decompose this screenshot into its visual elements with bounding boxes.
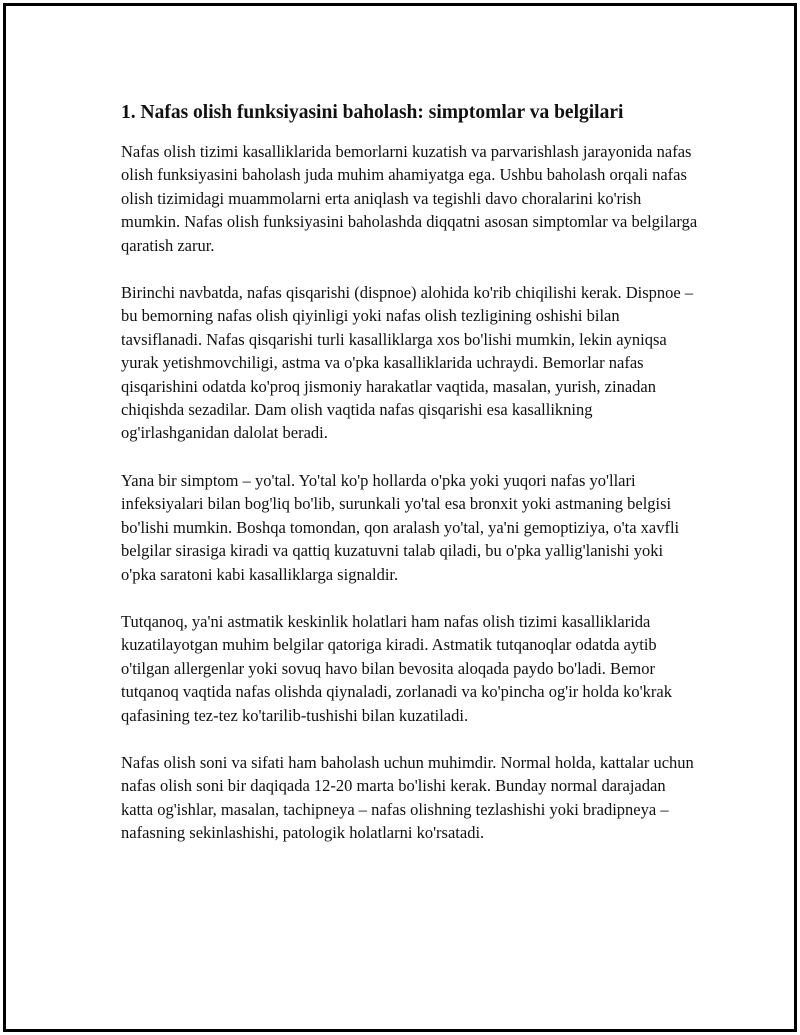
paragraph-breathing-rate: Nafas olish soni va sifati ham baholash uchun muhimdir. Normal holda, kattalar uchun nafas olish soni bir daqiqada 12-20 marta bo'lishi kerak. Bunday normal darajadan katta og'ishlar, masalan, tachipneya – nafas olishning tezlashishi yoki bradipneya – nafasning sekinlashishi, patologik holatlarni ko'rsatadi. (121, 752, 694, 843)
document-body (121, 100, 701, 869)
paragraph-asthma-attack: Tutqanoq, ya'ni astmatik keskinlik holatlari ham nafas olish tizimi kasalliklarida kuzatilayotgan muhim belgilar qatoriga kiradi. Astmatik tutqanoqlar odatda aytib o'tilgan allergenlar yoki sovuq havo bilan bevosita aloqada paydo bo'ladi. Bemor tutqanoq vaqtida nafas olishda qiynaladi, zorlanadi va ko'pincha og'ir holda ko'krak qafasining tez-tez ko'tarilib-tushishi bilan kuzatiladi. (121, 611, 672, 725)
document-title: 1. Nafas olish funksiyasini baholash: simptomlar va belgilari (121, 102, 624, 123)
paragraph-dyspnea: Birinchi navbatda, nafas qisqarishi (dispnoe) alohida ko'rib chiqilishi kerak. Dispnoe – bu bemorning nafas olish qiyinligi yoki nafas olish tezligining oshishi bilan tavsiflanadi. Nafas qisqarishi turli kasalliklarga xos bo'lishi mumkin, lekin ayniqsa yurak yetishmovchiligi, astma va o'pka kasalliklarida uchraydi. Bemorlar nafas qisqarishini odatda ko'proq jismoniy harakatlar vaqtida, masalan, yurish, zinadan chiqishda sezadilar. Dam olish vaqtida nafas qisqarishi esa kasallikning og'irlashganidan dalolat beradi. (121, 283, 694, 443)
page-frame (3, 3, 797, 1032)
paragraph-cough: Yana bir simptom – yo'tal. Yo'tal ko'p hollarda o'pka yoki yuqori nafas yo'llari infeksiyalari bilan bog'liq bo'lib, surunkali yo'tal esa bronxit yoki astmaning belgisi bo'lishi mumkin. Boshqa tomondan, qon aralash yo'tal, ya'ni gemoptiziya, o'ta xavfli belgilar sirasiga kiradi va qattiq kuzatuvni talab qiladi, bu o'pka yallig'lanishi yoki o'pka saratoni kabi kasalliklarga signaldir. (121, 470, 680, 584)
paragraph-intro: Nafas olish tizimi kasalliklarida bemorlarni kuzatish va parvarishlash jarayonida nafas olish funksiyasini baholash juda muhim ahamiyatga ega. Ushbu baholash orqali nafas olish tizimidagi muammolarni erta aniqlash va tegishli davo choralarini ko'rish mumkin. Nafas olish funksiyasini baholashda diqqatni asosan simptomlar va belgilarga qaratish zarur. (121, 142, 698, 255)
